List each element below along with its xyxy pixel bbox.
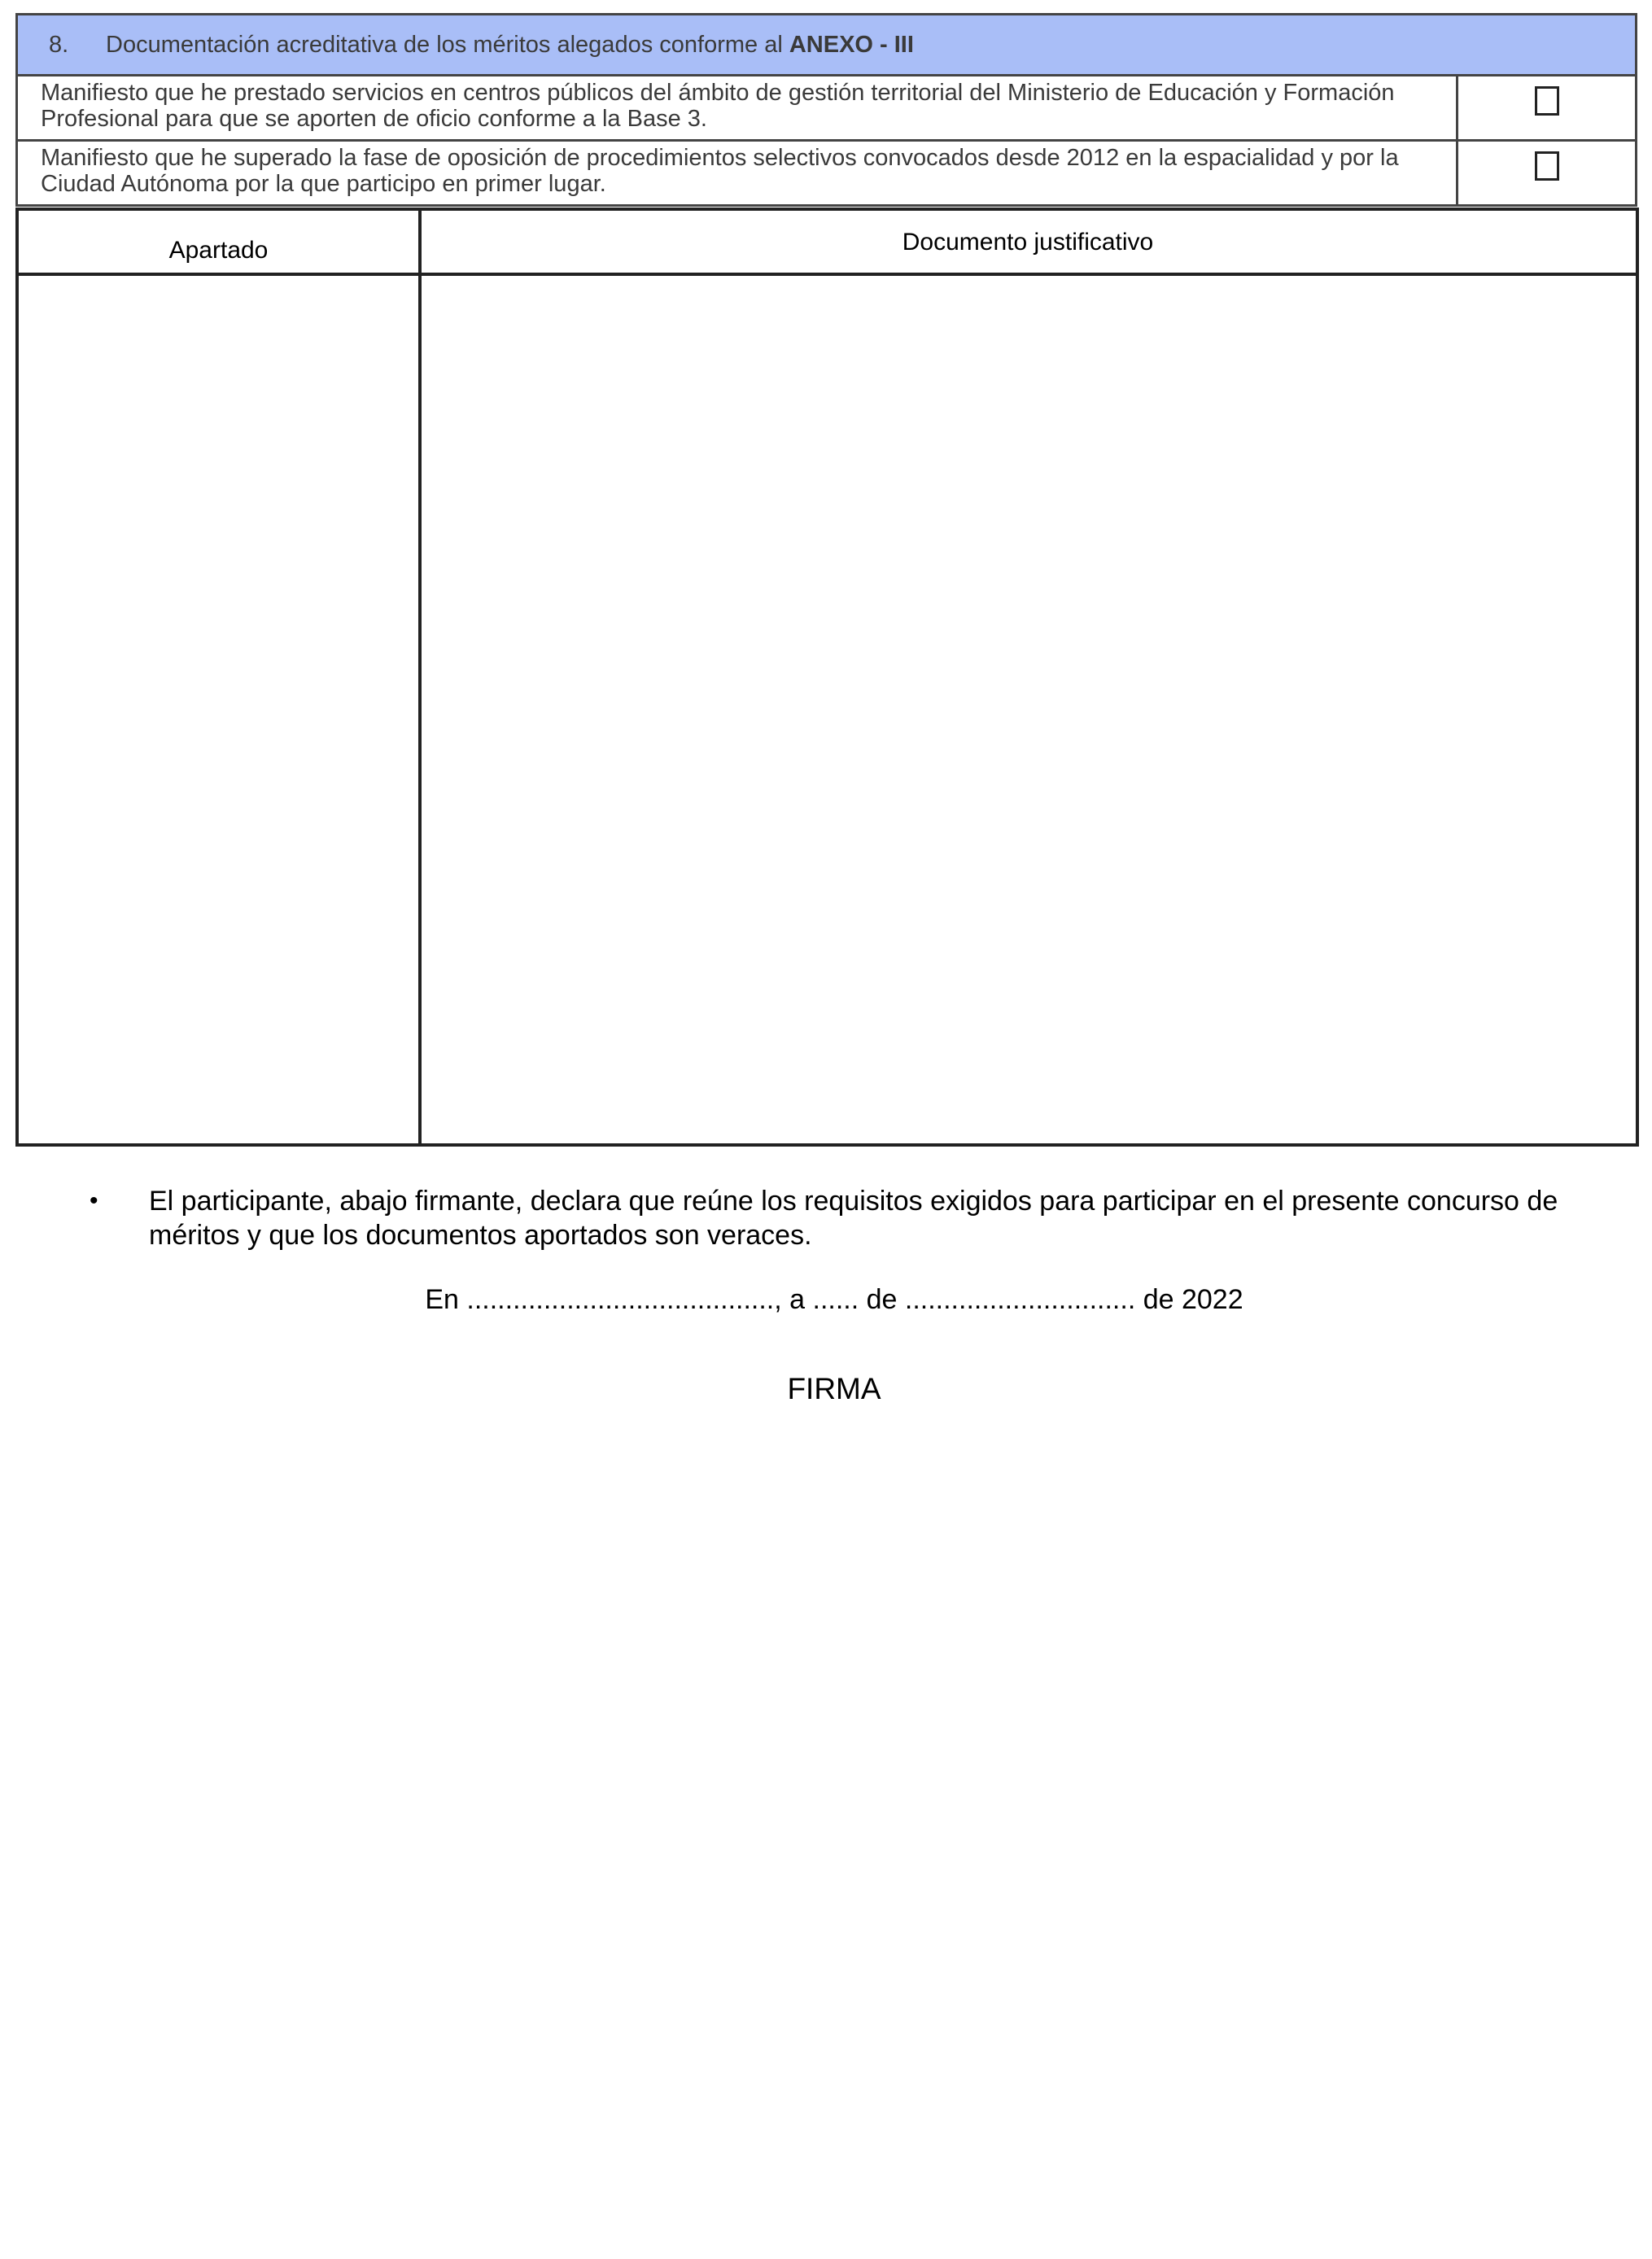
bullet-text: El participante, abajo firmante, declara que reúne los requisitos exigidos para participar en el presente concurso de méritos y que los documentos aportados son veraces. (149, 1186, 1558, 1251)
section-title (106, 32, 914, 59)
declaration-checkbox-services[interactable] (1535, 86, 1559, 116)
declaration-text: Manifiesto que he superado la fase de oposición de procedimientos selectivos convocados desde 2012 en la espacialidad y por la Ciudad Autónoma por la que participo en primer lugar. (18, 142, 1458, 204)
column-header-apartado: Apartado (168, 237, 269, 264)
signature-label: FIRMA (787, 1372, 881, 1405)
declaration-row-services (15, 76, 1637, 142)
declaration-text: Manifiesto que he prestado servicios en centros públicos del ámbito de gestión territorial del Ministerio de Educación y Formación Profesional para que se aporten de oficio conforme a la Base 3. (18, 76, 1458, 139)
declaration-checkbox-opposition[interactable] (1535, 151, 1559, 181)
documento-entry-area[interactable] (422, 276, 1636, 1143)
section-number: 8. (49, 31, 69, 58)
section-header (15, 13, 1637, 76)
documents-table (15, 208, 1639, 1147)
place-date-line: En ........................................, a ...... de .............................. de 2022 (425, 1284, 1243, 1315)
column-header-documento: Documento justificativo (902, 229, 1154, 256)
declaration-row-opposition (15, 142, 1637, 207)
declaration-checkbox-cell (1458, 76, 1635, 139)
declaration-checkbox-cell (1458, 142, 1635, 204)
apartado-entry-area[interactable] (19, 276, 418, 1143)
declaration-bullet (90, 1184, 1587, 1252)
bullet-icon: • (90, 1187, 98, 1214)
section-title-text: Documentación acreditativa de los méritos alegados conforme al (106, 31, 783, 58)
section-title-annex: ANEXO - III (789, 31, 914, 58)
